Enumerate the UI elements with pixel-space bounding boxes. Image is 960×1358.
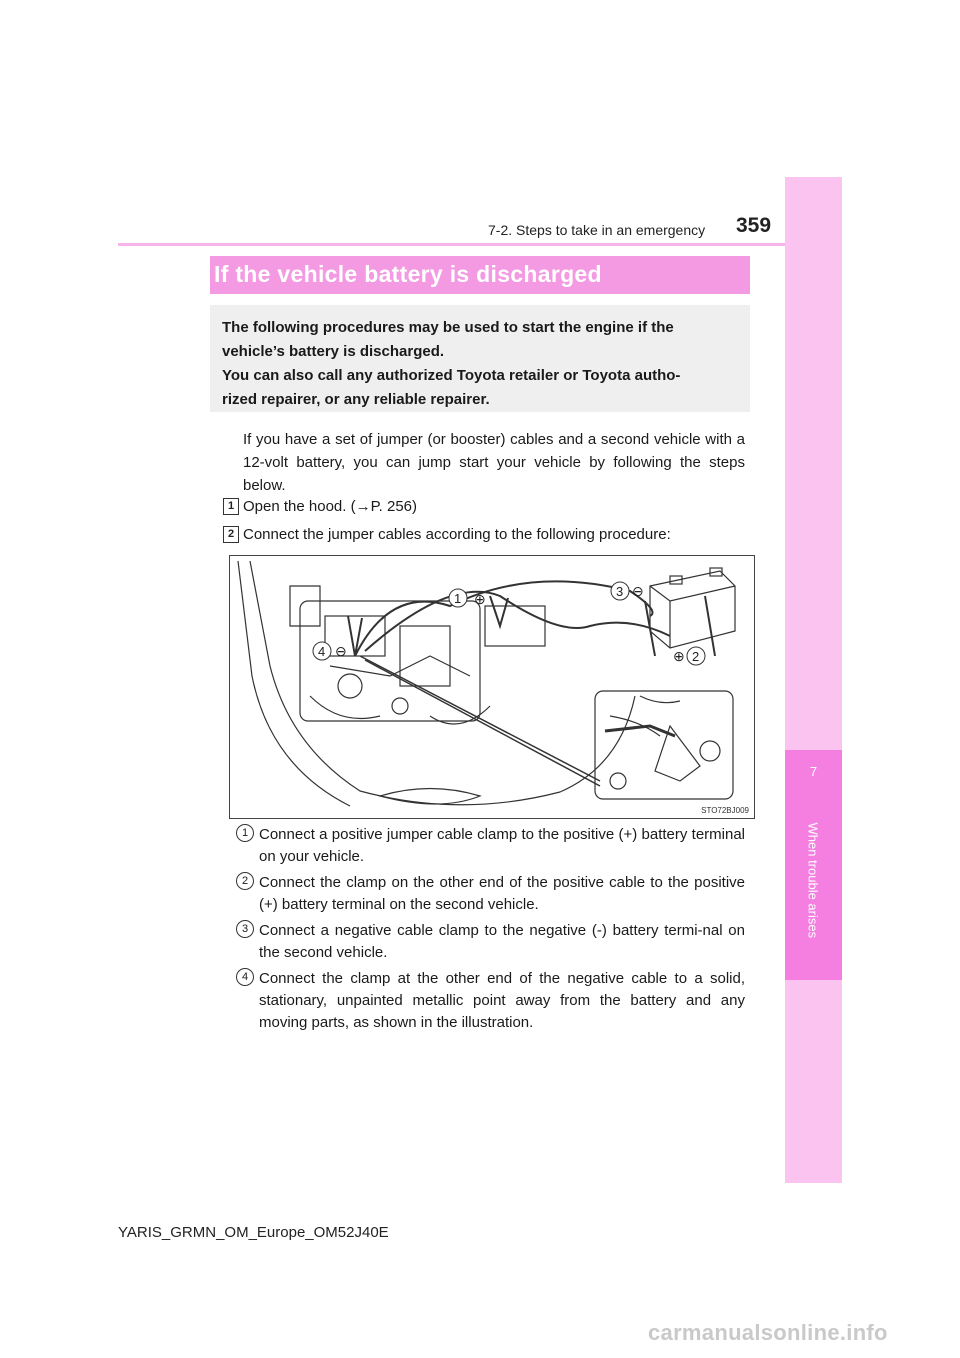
page-number: 359 <box>736 214 772 237</box>
figure-callout-2: 2 <box>692 649 700 664</box>
figure-callout-4: 4 <box>318 644 326 659</box>
step-number-box: 1 <box>223 498 239 515</box>
watermark: carmanualsonline.info <box>648 1320 888 1345</box>
intro-line: The following procedures may be used to start the engine if the <box>222 319 674 336</box>
figure-code: STO72BJ009 <box>701 806 749 815</box>
intro-line: You can also call any authorized Toyota retailer or Toyota autho- <box>222 367 681 384</box>
figure-plus-sign: ⊕ <box>673 648 685 664</box>
figure-callout-3: 3 <box>616 584 624 599</box>
section-title: 7-2. Steps to take in an emergency <box>488 222 706 238</box>
substep-number: 3 <box>236 920 254 938</box>
step-text: Connect the jumper cables according to the following procedure: <box>243 526 671 543</box>
substep-text: Connect a positive jumper cable clamp to the positive (+) battery terminal on your vehicle. <box>259 826 745 865</box>
figure-minus-sign: ⊖ <box>632 583 644 599</box>
step-text: Open the hood. (→P. 256) <box>243 498 418 515</box>
chapter-side-tab <box>785 177 842 1183</box>
document-footer: YARIS_GRMN_OM_Europe_OM52J40E <box>118 1224 389 1241</box>
page-heading: If the vehicle battery is discharged <box>214 261 602 287</box>
figure-plus-sign: ⊕ <box>474 591 486 607</box>
step-number-box: 2 <box>223 526 239 543</box>
figure-callout-1: 1 <box>454 591 462 606</box>
substep-number: 4 <box>236 968 254 986</box>
substep-number: 1 <box>236 824 254 842</box>
substep-number: 2 <box>236 872 254 890</box>
engine-bay-drawing <box>230 556 754 818</box>
intro-line: vehicle’s battery is discharged. <box>222 343 445 360</box>
header-rule <box>118 243 785 246</box>
substep-text: Connect the clamp on the other end of the positive cable to the positive (+) battery terminal on the second vehicle. <box>259 874 745 913</box>
figure-minus-sign: ⊖ <box>335 643 347 659</box>
substep-text: Connect the clamp at the other end of the negative cable to a solid, stationary, unpainted metallic point away from the battery and any moving parts, as shown in the illustration. <box>259 970 745 1031</box>
body-paragraph: If you have a set of jumper (or booster) cables and a second vehicle with a 12-volt battery, you can jump start your vehicle by following the steps below. <box>243 431 745 494</box>
substep-text: Connect a negative cable clamp to the negative (-) battery termi-nal on the second vehicle. <box>259 922 745 961</box>
jump-start-illustration <box>229 555 755 819</box>
intro-line: rized repairer, or any reliable repairer. <box>222 391 490 408</box>
intro-text <box>222 316 742 412</box>
chapter-number: 7 <box>809 764 818 779</box>
chapter-label: When trouble arises <box>805 822 821 939</box>
